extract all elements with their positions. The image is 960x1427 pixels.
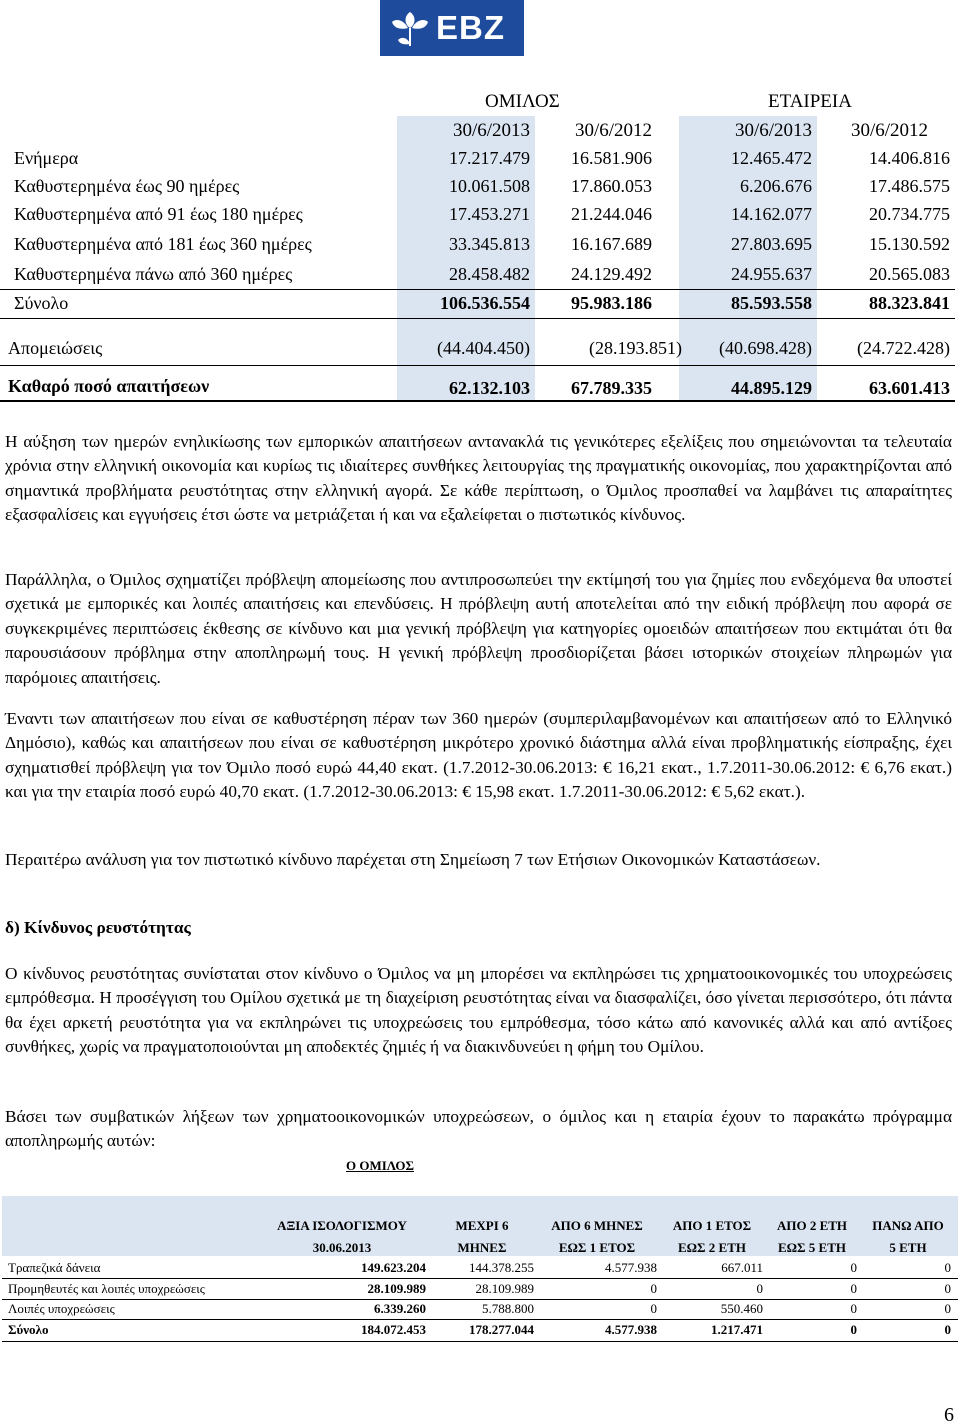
cell-value: 0 [944, 1281, 951, 1296]
date-header: 30/6/2012 [574, 120, 652, 141]
paragraph-note-reference: Περαιτέρω ανάλυση για τον πιστωτικό κίνδυνο παρέχεται στη Σημείωση 7 των Ετήσιων Οικονομικών Καταστάσεων. [5, 850, 821, 869]
impairments-value: (40.698.428) [719, 338, 812, 358]
company-header: ΕΤΑΙΡΕΙΑ [768, 91, 852, 112]
cell-value: 33.345.813 [449, 234, 530, 254]
cell-value: 0 [650, 1301, 657, 1316]
table-rule [0, 400, 955, 402]
col-header: ΜΗΝΕΣ [457, 1240, 507, 1255]
total-value: 95.983.186 [571, 293, 652, 313]
total-value: 0 [944, 1322, 951, 1337]
ebz-logo [380, 0, 524, 56]
row-label: Καθυστερημένα πάνω από 360 ημέρες [14, 264, 293, 284]
cell-value: 0 [850, 1260, 857, 1275]
row-label: Ενήμερα [14, 148, 79, 168]
cell-value: 28.109.989 [367, 1281, 426, 1296]
col-header: ΑΠΟ 1 ΕΤΟΣ [672, 1218, 752, 1233]
cell-value: 28.458.482 [449, 264, 530, 284]
table-rule [2, 1341, 958, 1342]
impairments-value: (28.193.851) [589, 338, 682, 358]
cell-value: 0 [944, 1301, 951, 1316]
cell-value: 149.623.204 [361, 1260, 426, 1275]
date-header: 30/6/2013 [452, 120, 530, 141]
paragraph-impairment: Παράλληλα, ο Όμιλος σχηματίζει πρόβλεψη απομείωσης που αντιπροσωπεύει την εκτίμησή του για ζημίες που ενδεχόμενα θα υποστεί σχετικά με εμπορικές και λοιπές απαιτήσεις και επενδύσεις. Η πρόβλεψη αυτή αποτελείται από την ειδική πρόβλεψη που αφορά σε συγκεκριμένες περιπτώσεις έκθεσης σε κίνδυνο και μια γενική πρόβλεψη για κατηγορίες ομοειδών απαιτήσεων που εκτιμάται ότι θα παρουσιάσουν πρόβλημα στην αποπληρωμή τους. Η γενική πρόβλεψη προσδιορίζεται βάσει ιστορικών στοιχείων πληρωμών για παρόμοιες απαιτήσεις. [5, 570, 952, 687]
cell-value: 16.581.906 [571, 148, 652, 168]
cell-value: 17.486.575 [869, 176, 950, 196]
net-value: 67.789.335 [571, 378, 652, 398]
cell-value: 17.217.479 [449, 148, 530, 168]
total-label: Σύνολο [14, 293, 69, 313]
cell-value: 27.803.695 [731, 234, 812, 254]
cell-value: 550.460 [720, 1301, 763, 1316]
cell-value: 0 [850, 1301, 857, 1316]
net-value: 44.895.129 [731, 378, 812, 398]
col-header: ΜΕΧΡΙ 6 [455, 1218, 509, 1233]
table-rule [2, 1319, 958, 1320]
group-header: ΟΜΙΛΟΣ [485, 91, 560, 112]
cell-value: 17.860.053 [571, 176, 652, 196]
table-rule [2, 1278, 958, 1279]
total-value: 0 [850, 1322, 857, 1337]
cell-value: 144.378.255 [469, 1260, 534, 1275]
row-label: Καθυστερημένα από 181 έως 360 ημέρες [14, 234, 312, 254]
impairments-value: (24.722.428) [857, 338, 950, 358]
paragraph-maturities: Βάσει των συμβατικών λήξεων των χρηματοοικονομικών υποχρεώσεων, ο όμιλος και η εταιρία έχουν το παρακάτω πρόγραμμα αποπληρωμής αυτών: [5, 1107, 952, 1151]
page-number: 6 [944, 1404, 954, 1426]
cell-value: 28.109.989 [475, 1281, 534, 1296]
row-label: Τραπεζικά δάνεια [8, 1260, 101, 1275]
cell-value: 4.577.938 [605, 1260, 657, 1275]
date-header: 30/6/2012 [850, 120, 928, 141]
col-header: ΕΩΣ 5 ΕΤΗ [777, 1240, 847, 1255]
table-rule [0, 365, 955, 366]
row-label: Καθυστερημένα έως 90 ημέρες [14, 176, 240, 196]
liquidity-risk-heading: δ) Κίνδυνος ρευστότητας [5, 918, 191, 937]
col-header: ΑΞΙΑ ΙΣΟΛΟΓΙΣΜΟΥ [277, 1218, 407, 1233]
cell-value: 667.011 [721, 1260, 763, 1275]
col-header: ΕΩΣ 2 ΕΤΗ [677, 1240, 747, 1255]
row-label: Λοιπές υποχρεώσεις [8, 1301, 115, 1316]
col-header: ΑΠΟ 2 ΕΤΗ [776, 1218, 848, 1233]
flower-logo-icon [388, 6, 432, 50]
col-header: 5 ΕΤΗ [889, 1240, 927, 1255]
cell-value: 24.955.637 [731, 264, 812, 284]
paragraph-liquidity: Ο κίνδυνος ρευστότητας συνίσταται στον κίνδυνο ο Όμιλος να μη μπορέσει να εκπληρώσει τις χρηματοοικονομικές του υποχρεώσεις εμπρόθεσμα. Η προσέγγιση του Ομίλου σχετικά με τη διαχείριση ρευστότητας είναι να διασφαλίζει, όσο γίνεται περισσότερο, ότι πάντα θα έχει αρκετή ρευστότητα για να εκπληρώνει τις υποχρεώσεις του εμπρόθεσμα, τόσο κάτω από κανονικές αλλά και από αντίξοες συνθήκες, χωρίς να πραγματοποιούνται μη αποδεκτές ζημιές ή να διακινδυνεύει η φήμη του Ομίλου. [5, 964, 952, 1057]
col-header: ΕΩΣ 1 ΕΤΟΣ [558, 1240, 636, 1255]
cell-value: 5.788.800 [482, 1301, 534, 1316]
cell-value: 24.129.492 [571, 264, 652, 284]
net-value: 62.132.103 [449, 378, 530, 398]
net-value: 63.601.413 [869, 378, 950, 398]
impairments-label: Απομειώσεις [8, 338, 103, 358]
row-label: Προμηθευτές και λοιπές υποχρεώσεις [8, 1281, 205, 1296]
total-label: Σύνολο [8, 1322, 49, 1337]
cell-value: 17.453.271 [449, 204, 530, 224]
cell-value: 16.167.689 [571, 234, 652, 254]
cell-value: 20.565.083 [869, 264, 950, 284]
col-header: 30.06.2013 [312, 1240, 372, 1255]
total-value: 85.593.558 [731, 293, 812, 313]
table-rule [2, 1299, 958, 1300]
total-value: 178.277.044 [469, 1322, 534, 1337]
cell-value: 20.734.775 [869, 204, 950, 224]
cell-value: 0 [756, 1281, 763, 1296]
col-header: ΑΠΟ 6 ΜΗΝΕΣ [551, 1218, 643, 1233]
total-value: 1.217.471 [711, 1322, 763, 1337]
total-value: 184.072.453 [361, 1322, 426, 1337]
cell-value: 21.244.046 [571, 204, 652, 224]
table-rule [0, 289, 955, 290]
cell-value: 6.206.676 [740, 176, 812, 196]
col-header: ΠΑΝΩ ΑΠΟ [872, 1218, 944, 1233]
logo-text: EBZ [436, 9, 505, 46]
cell-value: 15.130.592 [869, 234, 950, 254]
cell-value: 10.061.508 [449, 176, 530, 196]
impairments-value: (44.404.450) [437, 338, 530, 358]
table-rule [0, 318, 955, 319]
cell-value: 14.162.077 [731, 204, 812, 224]
cell-value: 14.406.816 [869, 148, 950, 168]
total-value: 4.577.938 [605, 1322, 657, 1337]
paragraph-provision: Έναντι των απαιτήσεων που είναι σε καθυστέρηση πέραν των 360 ημερών (συμπεριλαμβανομένων και απαιτήσεων από το Ελληνικό Δημόσιο), καθώς και απαιτήσεων που είναι σε καθυστέρηση μικρότερο χρονικό διάστημα αλλά είναι προβληματικής είσπραξης, έχει σχηματισθεί πρόβλεψη για τον Όμιλο ποσό ευρώ 44,40 εκατ. (1.7.2012-30.06.2013: € 16,21 εκατ., 1.7.2011-30.06.2012: € 6,76 εκατ.) και για την εταιρία ποσό ευρώ 40,70 εκατ. (1.7.2012-30.06.2013: € 15,98 εκατ. 1.7.2011-30.06.2012: € 5,62 εκατ.). [5, 709, 952, 802]
total-value: 88.323.841 [869, 293, 950, 313]
cell-value: 0 [944, 1260, 951, 1275]
net-label: Καθαρό ποσό απαιτήσεων [8, 376, 210, 396]
cell-value: 6.339.260 [374, 1301, 426, 1316]
cell-value: 0 [650, 1281, 657, 1296]
paragraph-aging: Η αύξηση των ημερών ενηλικίωσης των εμπορικών απαιτήσεων αντανακλά τις γενικότερες εξελίξεις που σημειώνονται τα τελευταία χρόνια στην ελληνική οικονομία και κυρίως τις ιδιαίτερες συνθήκες λειτουργίας της πραγματικής οικονομίας, που χαρακτηρίζονται από σημαντικά προβλήματα ρευστότητας στην ελληνική αγορά. Σε κάθε περίπτωση, ο Όμιλος προσπαθεί να λαμβάνει τις απαραίτητες εξασφαλίσεις και εγγυήσεις έτσι ώστε να μετριάζεται ή και να εξαλείφεται ο πιστωτικός κίνδυνος. [5, 432, 952, 525]
date-header: 30/6/2013 [734, 120, 812, 141]
cell-value: 12.465.472 [731, 148, 812, 168]
row-label: Καθυστερημένα από 91 έως 180 ημέρες [14, 204, 303, 224]
total-value: 106.536.554 [440, 293, 530, 313]
group-table-title: Ο ΟΜΙΛΟΣ [346, 1158, 414, 1173]
cell-value: 0 [850, 1281, 857, 1296]
